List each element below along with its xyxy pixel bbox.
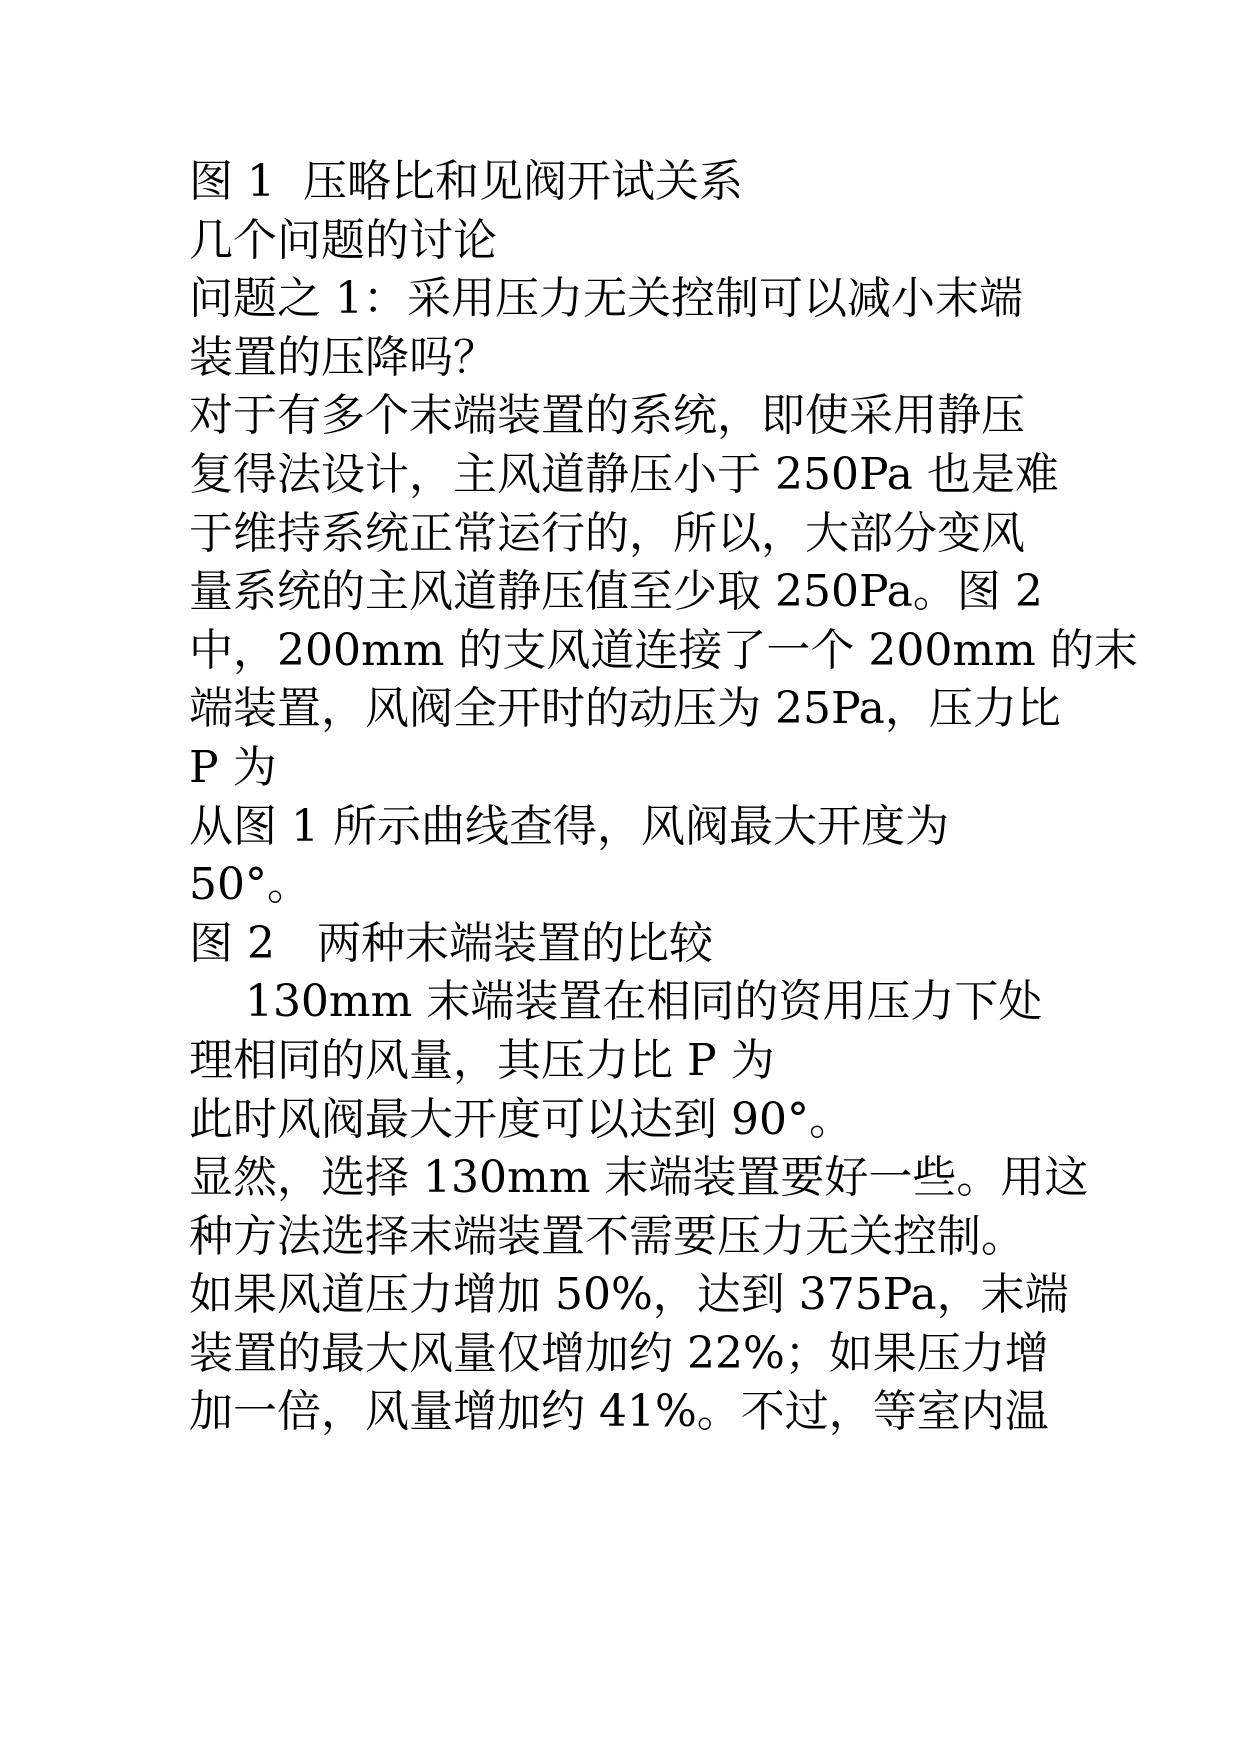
paragraph-line: 从图 1 所示曲线查得，风阀最大开度为 xyxy=(189,800,949,852)
paragraph-line: 装置的最大风量仅增加约 22%；如果压力增 xyxy=(189,1327,1049,1379)
paragraph-line: 显然，选择 130mm 末端装置要好一些。用这 xyxy=(189,1152,1089,1204)
paragraph-line: P 为 xyxy=(189,741,277,793)
document-body xyxy=(189,153,1138,1442)
question-1-heading-cont: 装置的压降吗？ xyxy=(189,331,497,383)
paragraph-line: 对于有多个末端装置的系统，即使采用静压 xyxy=(189,390,1025,442)
section-heading: 几个问题的讨论 xyxy=(189,214,497,266)
paragraph-line: 130mm 末端装置在相同的资用压力下处 xyxy=(189,976,1043,1028)
question-1-heading: 问题之 1：采用压力无关控制可以减小末端 xyxy=(189,273,1023,325)
figure-2-caption: 图 2 两种末端装置的比较 xyxy=(189,917,713,969)
paragraph-line: 复得法设计，主风道静压小于 250Pa 也是难 xyxy=(189,448,1059,500)
paragraph-line: 加一倍，风量增加约 41%。不过，等室内温 xyxy=(189,1386,1049,1438)
paragraph-line: 50°。 xyxy=(189,859,311,911)
figure-1-caption: 图 1 压略比和见阀开试关系 xyxy=(189,156,743,207)
paragraph-line: 于维持系统正常运行的，所以，大部分变风 xyxy=(189,507,1025,559)
paragraph-line: 理相同的风量，其压力比 P 为 xyxy=(189,1034,775,1086)
paragraph-line: 量系统的主风道静压值至少取 250Pa。图 2 xyxy=(189,566,1043,618)
paragraph-line: 中，200mm 的支风道连接了一个 200mm 的末 xyxy=(189,624,1138,676)
paragraph-line: 端装置，风阀全开时的动压为 25Pa，压力比 xyxy=(189,683,1061,735)
paragraph-line: 种方法选择末端装置不需要压力无关控制。 xyxy=(189,1210,1025,1262)
paragraph-line: 如果风道压力增加 50%，达到 375Pa，末端 xyxy=(189,1269,1069,1321)
paragraph-line: 此时风阀最大开度可以达到 90°。 xyxy=(189,1093,853,1145)
